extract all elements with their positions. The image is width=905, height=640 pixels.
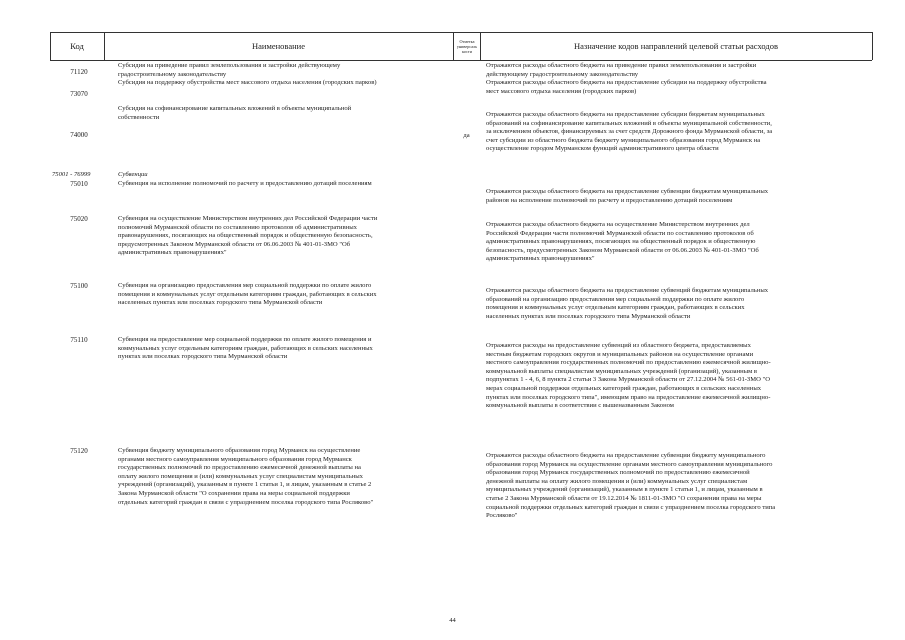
- header-purpose: Назначение кодов направлений целевой статьи расходов: [573, 41, 778, 51]
- row-flag: да: [463, 132, 470, 139]
- row-name-line: Закона Мурманской области "О сохранении права на меры социальной поддержки: [118, 490, 350, 497]
- row-name-line: коммунальных услуг отдельным категориям граждан, работающих в сельских населенных: [118, 344, 373, 352]
- header-code: Код: [70, 41, 84, 51]
- row-name-line: предусмотренных Законом Мурманской области от 06.06.2003 № 401-01-ЗМО "Об: [118, 240, 351, 248]
- row-name-line: административных правонарушениях": [118, 249, 227, 257]
- row-purpose-line: подпунктах 1 - 4, 6, 8 пункта 2 статьи 3 Закона Мурманской области от 27.12.2004 № 561-01-ЗМО "О: [486, 376, 770, 384]
- header-name: Наименование: [252, 41, 305, 51]
- row-purpose-line: за исключением объектов, финансируемых за счет средств Дорожного фонда Мурманской области, за: [486, 128, 773, 136]
- row-purpose-line: действующему градостроительному законодательству: [486, 70, 639, 78]
- row-code: 74000: [70, 131, 88, 139]
- row-purpose-line: муниципальных учреждений (организаций), указанным в пункте 1 статьи 1, и лицам, указанным в: [486, 486, 763, 494]
- row-name-line: помещения и коммунальных услуг отдельным категориям граждан, работающих в сельских: [118, 290, 377, 298]
- row-purpose-line: социальной поддержки отдельных категорий граждан в связи с упразднением поселка городского типа: [486, 503, 776, 511]
- row-purpose-line: статье 2 Закона Мурманской области от 19.12.2014 № 1811-01-ЗМО "О сохранении права на меры: [486, 495, 762, 502]
- row-purpose-line: Отражаются расходы областного бюджета на предоставление субсидии бюджетам муниципальных: [486, 111, 765, 118]
- row-purpose-line: населенных пунктах или поселках городского типа Мурманской области: [486, 312, 691, 320]
- row-purpose-line: образований на софинансирование капитальных вложений в объекты муниципальной собственности,: [486, 119, 772, 127]
- row-code: 75100: [70, 282, 88, 290]
- row-purpose-line: Отражаются расходы на предоставление субвенций из областного бюджета, предоставляемых: [486, 342, 751, 349]
- row-purpose-line: Отражаются расходы областного бюджета на предоставление субсидии на поддержку обустройства: [486, 79, 767, 87]
- row-name-line: Субвенция на организацию предоставления мер социальной поддержки по оплате жилого: [118, 282, 372, 289]
- row-purpose-line: денежной выплаты на оплату жилого помещения и (или) коммунальных услуг специалистам: [486, 477, 748, 485]
- header-border: [872, 32, 873, 60]
- row-purpose-line: Отражаются расходы областного бюджета на предоставление субвенции бюджету муниципального: [486, 452, 766, 459]
- group-code: 75001 - 76999: [52, 171, 91, 178]
- row-purpose-line: районов на исполнение полномочий по расчету и предоставлению дотаций поселениям: [486, 196, 733, 204]
- row-name-line: Субсидия на софинансирование капитальных вложений в объекты муниципальной: [118, 105, 352, 112]
- row-name-line: отдельных категорий граждан в связи с упразднением поселка городского типа Росляково": [118, 498, 374, 506]
- row-code: 75020: [70, 215, 88, 223]
- row-purpose-line: коммунальной выплаты специалистам муниципальных учреждений (организаций), указанным в: [486, 367, 758, 375]
- row-purpose-line: счет субсидии из областного бюджета бюджету муниципального образования город Мурманск на: [486, 136, 761, 144]
- row-purpose-line: местного самоуправления государственных полномочий по предоставлению ежемесячной жилищно-: [486, 359, 771, 367]
- page-number: 44: [449, 617, 456, 624]
- row-purpose-line: коммунальной выплаты в соответствии с вышеназванным Законом: [486, 402, 674, 410]
- row-purpose-line: Отражаются расходы областного бюджета на приведение правил землепользования и застройки: [486, 62, 757, 69]
- row-name-line: правонарушениях, посягающих на общественный порядок и общественную безопасность,: [118, 232, 373, 240]
- row-name-line: органами местного самоуправления муниципального образования город Мурманск: [118, 455, 352, 463]
- row-purpose-line: осуществление городом Мурманском функций административного центра области: [486, 145, 719, 153]
- row-purpose-line: мест массового отдыха населения (городских парков): [486, 87, 637, 95]
- row-code: 71120: [70, 68, 88, 76]
- row-name-line: Субсидия на поддержку обустройства мест массового отдыха населения (городских парков): [118, 79, 377, 87]
- row-name-line: учреждений (организаций), указанным в пункте 1 статьи 1, и лицам, указанным в статье 2: [118, 481, 372, 489]
- row-purpose-line: административных правонарушениях, посягающих на общественный порядок и общественную: [486, 238, 756, 246]
- row-purpose-line: Отражаются расходы областного бюджета на предоставление субвенции бюджетам муниципальных: [486, 188, 769, 195]
- header-bottom-rule: [50, 60, 872, 61]
- row-purpose-line: Российской Федерации части полномочий Мурманской области по составлению протоколов об: [486, 229, 754, 237]
- row-purpose-line: административных правонарушениях": [486, 255, 595, 263]
- row-name-line: Субвенция на исполнение полномочий по расчету и предоставлению дотаций поселениям: [118, 180, 372, 187]
- row-name-line: государственных полномочий по предоставлению ежемесячной денежной выплаты на: [118, 464, 361, 472]
- row-code: 75110: [70, 336, 88, 344]
- row-code: 73070: [70, 90, 88, 98]
- row-name-line: пунктах или поселках городского типа Мурманской области: [118, 353, 288, 361]
- row-code: 75120: [70, 447, 88, 455]
- group-name: Субвенции: [118, 171, 148, 178]
- row-purpose-line: Отражаются расходы областного бюджета на предоставление субвенций бюджетам муниципальных: [486, 287, 769, 294]
- row-name-line: населенных пунктах или поселках городского типа Мурманской области: [118, 299, 323, 307]
- row-name-line: собственности: [118, 113, 160, 121]
- row-purpose-line: помещения и коммунальных услуг отдельным категориям граждан, работающих в сельских: [486, 304, 745, 312]
- row-name-line: градостроительному законодательству: [118, 70, 227, 78]
- row-purpose-line: Росляково": [486, 512, 518, 520]
- row-purpose-line: образования город Мурманск на осуществление органами местного самоуправления муниципального: [486, 460, 773, 468]
- row-name-line: Субсидия на приведение правил землепользования и застройки действующему: [118, 62, 341, 69]
- row-name-line: оплату жилого помещения и (или) коммунальных услуг специалистам муниципальных: [118, 472, 363, 480]
- row-purpose-line: образования город Мурманск государственных полномочий по предоставлению ежемесячной: [486, 469, 750, 477]
- row-code: 75010: [70, 179, 88, 188]
- row-purpose-line: пунктах или поселках городского типа", имеющим право на предоставление ежемесячной жилищно-: [486, 393, 771, 401]
- row-name-line: Субвенция на предоставление мер социальной поддержки по оплате жилого помещения и: [118, 336, 372, 343]
- row-name-line: Субвенция бюджету муниципального образования город Мурманск на осуществление: [118, 447, 361, 454]
- row-purpose-line: безопасность, предусмотренных Законом Мурманской области от 06.06.2003 № 401-01-ЗМО "Об: [486, 246, 759, 254]
- row-purpose-line: Отражаются расходы областного бюджета на осуществление Министерством внутренних дел: [486, 221, 750, 228]
- row-purpose-line: образований на организацию предоставления мер социальной поддержки по оплате жилого: [486, 295, 745, 303]
- row-name-line: полномочий Мурманской области по составлению протоколов об административных: [118, 223, 357, 231]
- row-purpose-line: местным бюджетам городских округов и муниципальных районов на осуществление органами: [486, 350, 754, 358]
- row-purpose-line: мерах социальной поддержки отдельных категорий граждан, работающих в сельских населенных: [486, 385, 762, 392]
- row-name-line: Субвенция на осуществление Министерством внутренних дел Российской Федерации части: [118, 215, 378, 222]
- header-flag: Отметка универсаль кости: [456, 38, 478, 54]
